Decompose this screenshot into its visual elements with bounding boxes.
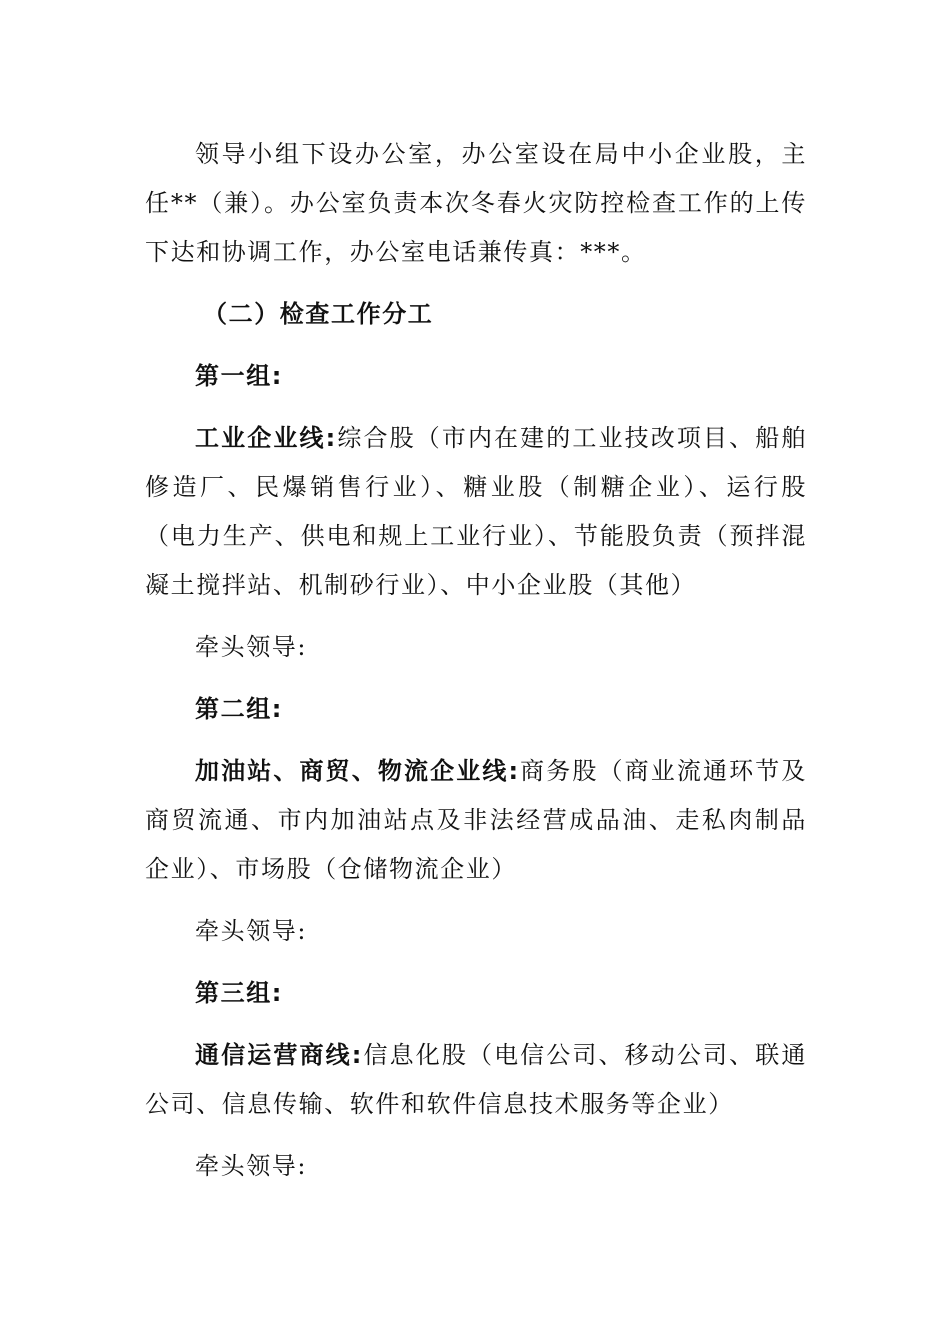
group-1-leader: 牵头领导: (195, 633, 308, 661)
group-1-line-text: 综合股（市内在建的工业技改项目、船舶修造厂、民爆销售行业）、糖业股（制糖企业）、运行股（电力生产、供电和规上工业行业）、节能股负责（预拌混凝土搅拌站、机制砂行业）、中小企业股（其他） (145, 424, 807, 599)
group-3-line-label: 通信运营商线: (195, 1041, 363, 1069)
group-3-leader: 牵头领导: (195, 1152, 308, 1180)
group-2-title: 第二组: (195, 695, 283, 723)
group-3-title: 第三组: (195, 979, 283, 1007)
group-2-line-label: 加油站、商贸、物流企业线: (195, 757, 520, 785)
group-2-line (145, 747, 807, 894)
group-1-line (145, 414, 807, 610)
group-3-line (145, 1031, 807, 1129)
group-3-line-text: 信息化股（电信公司、移动公司、联通公司、信息传输、软件和软件信息技术服务等企业） (145, 1041, 807, 1118)
document-page (145, 130, 807, 1191)
group-1-line-label: 工业企业线: (195, 424, 337, 452)
section-heading: （二）检查工作分工 (203, 300, 434, 328)
group-2-line-text: 商务股（商业流通环节及商贸流通、市内加油站点及非法经营成品油、走私肉制品企业）、市场股（仓储物流企业） (145, 757, 807, 883)
group-1-title: 第一组: (195, 362, 283, 390)
group-2-leader: 牵头领导: (195, 917, 308, 945)
office-paragraph: 领导小组下设办公室，办公室设在局中小企业股，主任**（兼）。办公室负责本次冬春火灾防控检查工作的上传下达和协调工作，办公室电话兼传真：***。 (145, 140, 807, 266)
